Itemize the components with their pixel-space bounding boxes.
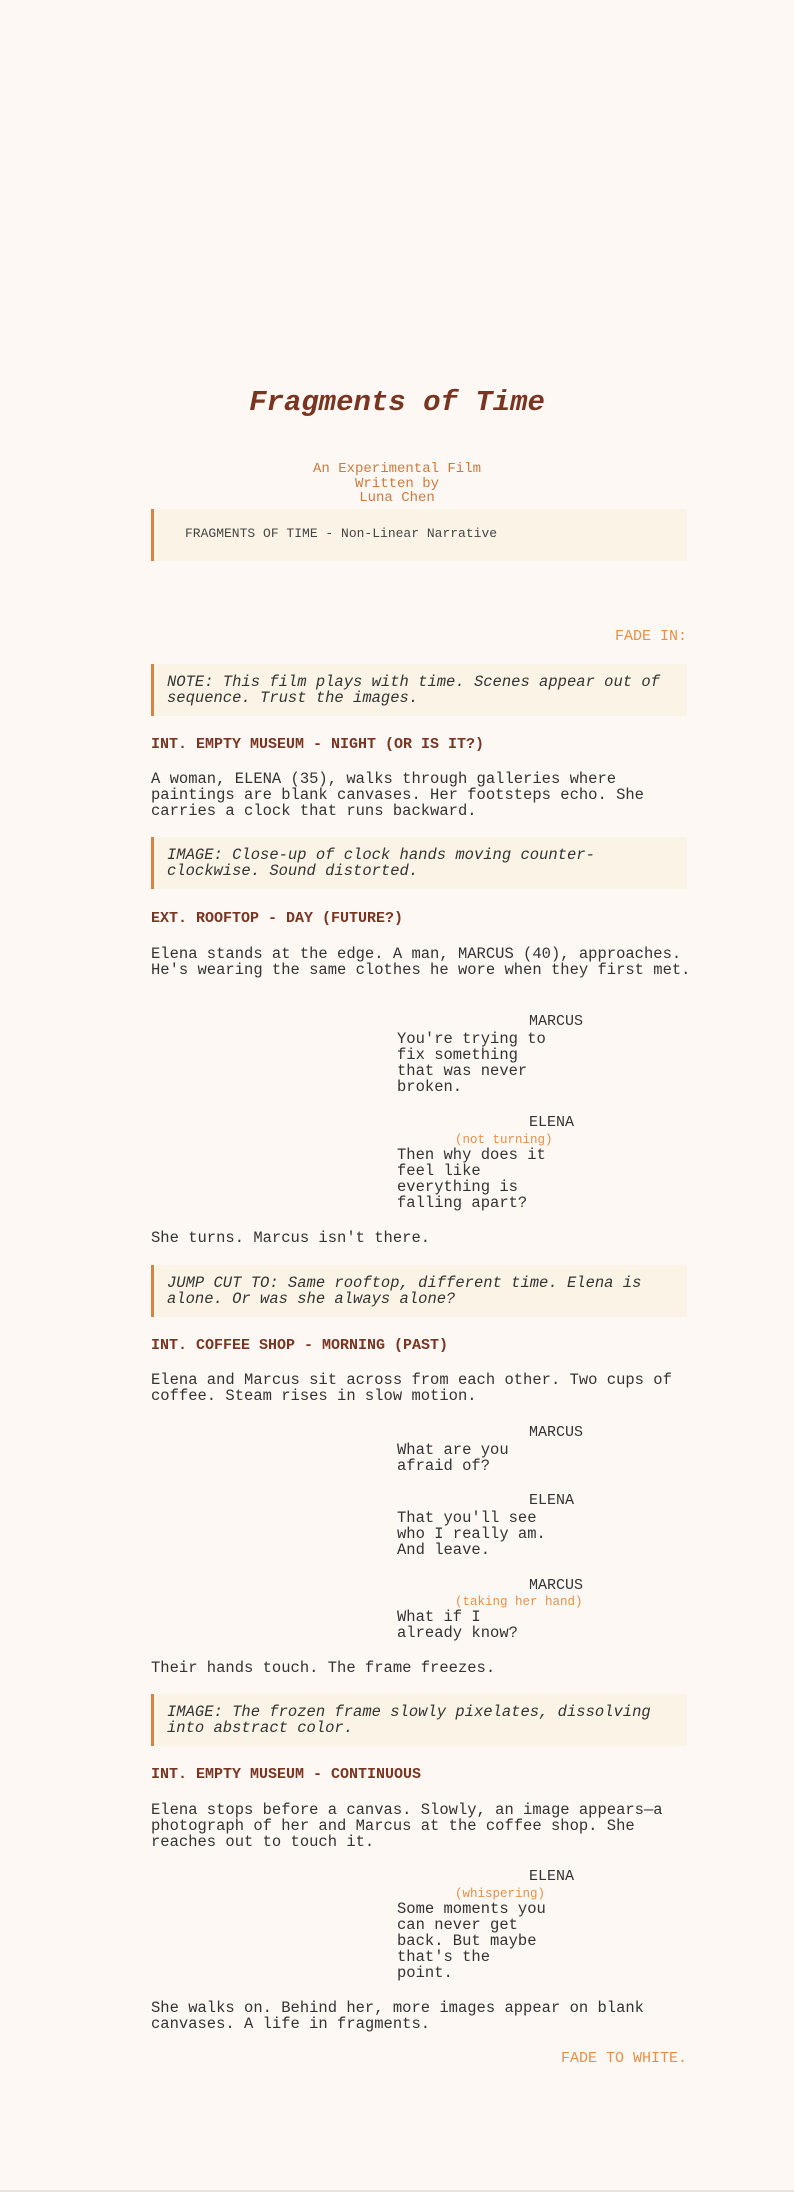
character-name: ELENA (529, 1114, 575, 1131)
dialogue (397, 1901, 567, 1981)
dialogue (397, 1510, 567, 1558)
dialogue (397, 1147, 567, 1211)
action-line: Elena stands at the edge. A man, MARCUS (40), approaches. He's wearing the same clothes he wore when they first met. (151, 945, 691, 979)
character-name: ELENA (529, 1492, 575, 1509)
author-name: Luna Chen (359, 490, 435, 506)
dialogue-line: feel like (397, 1162, 481, 1180)
note-block: NOTE: This film plays with time. Scenes appear out of sequence. Trust the images. (151, 664, 687, 716)
subtitle: An Experimental Film (312, 461, 482, 477)
dialogue-line: everything is (397, 1178, 518, 1196)
dialogue-line: afraid of? (397, 1457, 491, 1475)
character-name: MARCUS (529, 1577, 584, 1594)
action-line: Elena and Marcus sit across from each other. Two cups of coffee. Steam rises in slow motion. (151, 1371, 672, 1405)
dialogue-line: that was never (397, 1062, 528, 1080)
dialogue-line: already know? (397, 1624, 518, 1642)
dialogue-line: And leave. (397, 1541, 491, 1559)
fade-out-transition: FADE TO WHITE. (560, 2050, 687, 2067)
dialogue (397, 1442, 567, 1474)
image-note-block: IMAGE: Close-up of clock hands moving counter-clockwise. Sound distorted. (151, 837, 687, 889)
dialogue-line: can never get (397, 1916, 518, 1934)
dialogue-line: back. But maybe (397, 1932, 537, 1950)
scene-heading: INT. EMPTY MUSEUM - NIGHT (OR IS IT?) (151, 736, 485, 753)
dialogue-line: who I really am. (397, 1525, 546, 1543)
written-by: Written by (354, 475, 439, 492)
dialogue-line: What are you (397, 1441, 509, 1459)
jump-cut-note: JUMP CUT TO: Same rooftop, different time. Elena is alone. Or was she always alone? (151, 1265, 687, 1317)
character-name: ELENA (529, 1868, 575, 1885)
dialogue-line: Some moments you (397, 1900, 546, 1918)
scene-heading: INT. COFFEE SHOP - MORNING (PAST) (151, 1337, 449, 1354)
parenthetical: (whispering) (455, 1887, 546, 1901)
dialogue-line: that's the (397, 1948, 491, 1966)
dialogue-line: broken. (397, 1078, 463, 1096)
character-name: MARCUS (529, 1424, 584, 1441)
script-header-box (151, 509, 687, 561)
script-header: FRAGMENTS OF TIME - Non-Linear Narrative (185, 526, 498, 541)
character-name: MARCUS (529, 1013, 584, 1030)
parenthetical: (taking her hand) (455, 1595, 583, 1609)
action-line: A woman, ELENA (35), walks through galleries where paintings are blank canvases. Her footsteps echo. She carries a clock that runs backward. (151, 770, 644, 820)
scene-heading: INT. EMPTY MUSEUM - CONTINUOUS (151, 1766, 422, 1783)
dialogue-line: fix something (397, 1046, 518, 1064)
action-line: Elena stops before a canvas. Slowly, an image appears—a photograph of her and Marcus at the coffee shop. She reaches out to touch it. (151, 1801, 663, 1851)
image-note-block: IMAGE: The frozen frame slowly pixelates, dissolving into abstract color. (151, 1694, 687, 1746)
dialogue-line: falling apart? (397, 1194, 528, 1212)
dialogue-line: point. (397, 1964, 453, 1982)
action-line: Their hands touch. The frame freezes. (151, 1659, 496, 1677)
action-line: She turns. Marcus isn't there. (151, 1229, 431, 1247)
dialogue-line: That you'll see (397, 1509, 537, 1527)
parenthetical: (not turning) (455, 1133, 553, 1147)
dialogue-line: You're trying to (397, 1030, 546, 1048)
fade-in-transition: FADE IN: (614, 628, 687, 645)
dialogue (397, 1031, 567, 1095)
scene-heading: EXT. ROOFTOP - DAY (FUTURE?) (151, 910, 404, 927)
dialogue-line: Then why does it (397, 1146, 546, 1164)
dialogue-line: What if I (397, 1608, 481, 1626)
dialogue (397, 1609, 567, 1641)
script-title: Fragments of Time (249, 386, 545, 419)
action-line: She walks on. Behind her, more images appear on blank canvases. A life in fragments. (151, 1999, 644, 2033)
title-credits (0, 462, 794, 506)
